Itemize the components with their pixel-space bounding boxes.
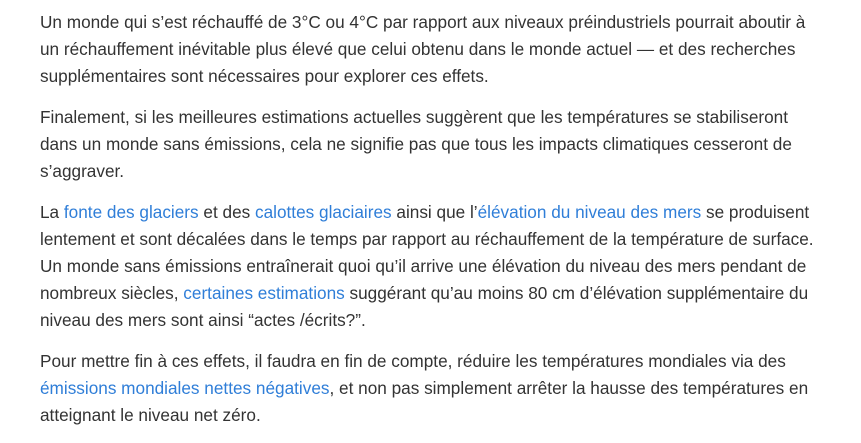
text-line: Finalement, si les meilleures estimations actuelles suggèrent que les températures se stabiliseront	[40, 107, 789, 127]
article-body	[40, 9, 861, 443]
link-emissions-nettes-negatives[interactable]: émissions mondiales nettes négatives	[40, 378, 330, 398]
link-calottes-glaciaires[interactable]: calottes glaciaires	[255, 202, 392, 222]
text-line: Un monde sans émissions entraînerait quoi qu’il arrive une élévation du niveau des mers pendant de	[40, 256, 807, 276]
text-segment: nombreux siècles,	[40, 283, 184, 303]
text-line	[40, 375, 861, 402]
text-segment: ainsi que l’	[391, 202, 478, 222]
text-segment: suggérant qu’au moins 80 cm d’élévation supplémentaire du	[344, 283, 809, 303]
text-line: s’aggraver.	[40, 161, 125, 181]
text-segment: , et non pas simplement arrêter la hausse des températures en	[329, 378, 809, 398]
text-line: lentement et sont décalées dans le temps par rapport au réchauffement de la température de surface.	[40, 229, 814, 249]
paragraph-negative-emissions	[40, 348, 861, 429]
text-line: Un monde qui s’est réchauffé de 3°C ou 4°C par rapport aux niveaux préindustriels pourrait aboutir à	[40, 12, 806, 32]
text-segment: se produisent	[701, 202, 810, 222]
paragraph-warming-outcomes	[40, 9, 861, 90]
text-segment: La	[40, 202, 64, 222]
link-fonte-des-glaciers[interactable]: fonte des glaciers	[63, 202, 199, 222]
text-segment: et des	[198, 202, 255, 222]
link-elevation-niveau-mers[interactable]: élévation du niveau des mers	[477, 202, 702, 222]
text-line: un réchauffement inévitable plus élevé que celui obtenu dans le monde actuel — et des recherches	[40, 39, 796, 59]
paragraph-stabilisation	[40, 104, 861, 185]
paragraph-sea-level	[40, 199, 861, 334]
text-line: supplémentaires sont nécessaires pour explorer ces effets.	[40, 66, 489, 86]
link-certaines-estimations[interactable]: certaines estimations	[183, 283, 345, 303]
text-line	[40, 280, 861, 307]
text-line: niveau des mers sont ainsi “actes /écrits?”.	[40, 310, 366, 330]
text-line	[40, 199, 861, 226]
text-line: Pour mettre fin à ces effets, il faudra en fin de compte, réduire les températures mondiales via des	[40, 351, 786, 371]
text-line: atteignant le niveau net zéro.	[40, 405, 261, 425]
text-line: dans un monde sans émissions, cela ne signifie pas que tous les impacts climatiques cesseront de	[40, 134, 792, 154]
